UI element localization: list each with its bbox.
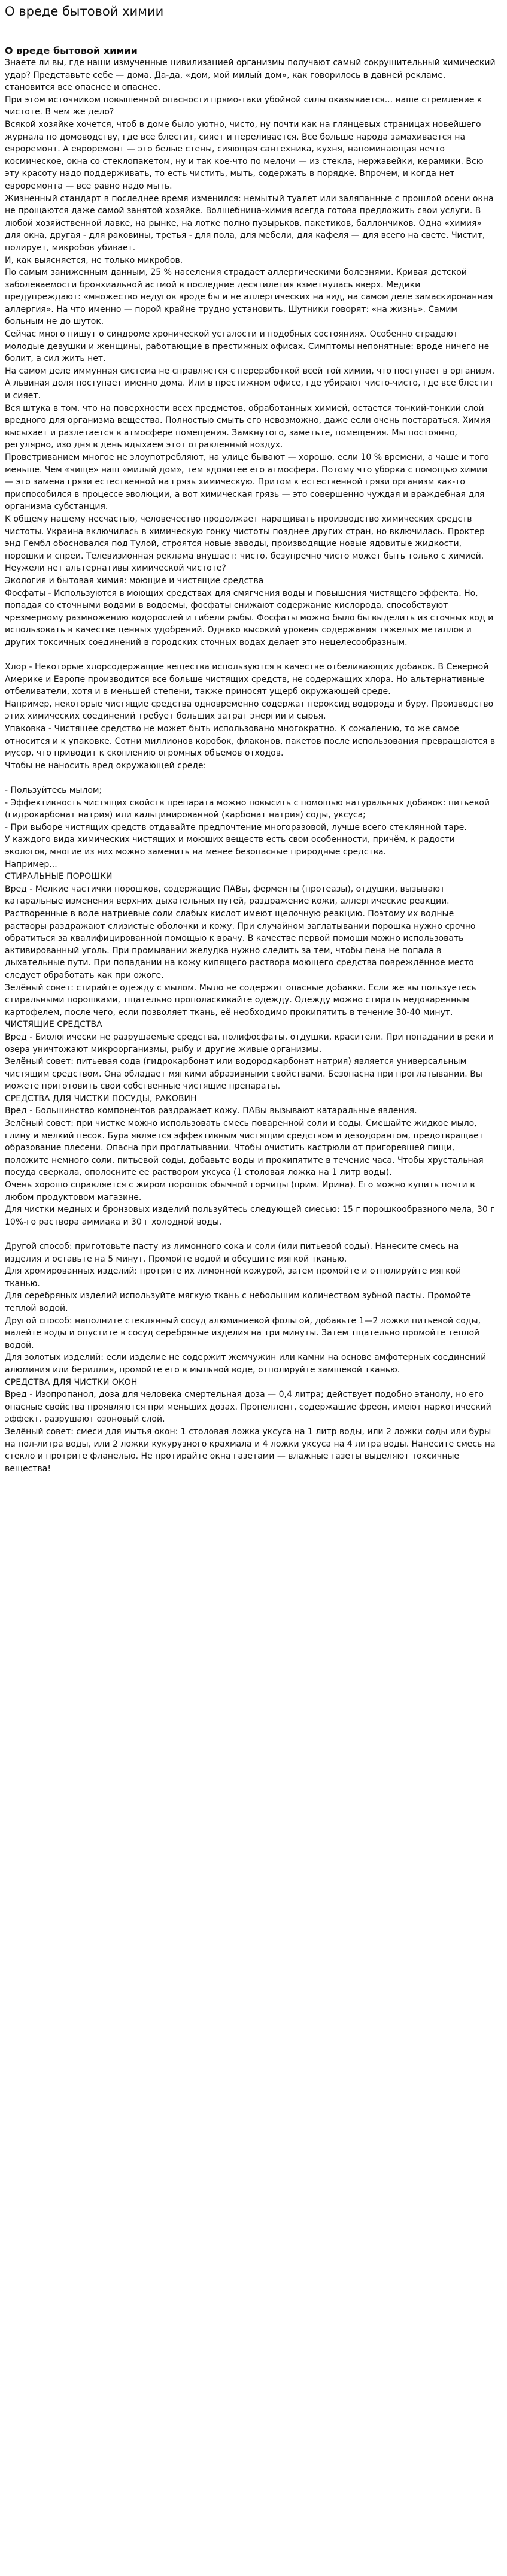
article-heading: О вреде бытовой химии [5, 45, 138, 56]
article-paragraph: На самом деле иммунная система не справляется с переработкой всей той химии, что поступает в организм. А львиная доля поступает именно дома. Или в престижном офисе, где убирают чисто-чисто, где все блестит и сияет. [5, 366, 497, 401]
article-paragraph: И, как выясняется, не только микробов. [5, 255, 183, 265]
article-paragraph: Другой способ: наполните стеклянный сосуд алюминиевой фольгой, добавьте 1—2 ложки питьевой соды, налейте воды и опустите в сосуд серебряные изделия на три минуты. Затем тщательно промойте теплой водой. [5, 1316, 484, 1350]
article-paragraph: Вред - Биологически не разрушаемые средства, полифосфаты, отдушки, красители. При попадании в реки и озера уничтожают микроорганизмы, рыбу и другие живые организмы. [5, 1032, 497, 1054]
article-paragraph: Неужели нет альтернативы химической чистоте? [5, 563, 226, 574]
article-paragraph: Зелёный совет: при чистке можно использовать смесь поваренной соли и соды. Смешайте жидкое мыло, глину и мелкий песок. Бура является эффективным чистящим средством и дезодорантом, предотвращает образование плесени. Опасна при проглатывании. Чтобы очистить кастрюли от пригоревшей пищи, положите немного соли, питьевой соды, добавьте воды и прокипятите в течение часа. Чтобы хрустальная посуда сверкала, ополосните ее раствором уксуса (1 столовая ложка на 1 литр воды). [5, 1119, 487, 1178]
article-paragraph: Проветриванием многое не злоупотребляют, на улице бывают — хорошо, если 10 % времени, а чаще и того меньше. Чем «чище» наш «милый дом», тем ядовитее его атмосфера. Потому что уборка с помощью химии — это замена грязи естественной на грязь химическую. Притом к естественной грязи организм как-то приспособился в процессе эволюции, а вот химическая грязь — это совершенно чуждая и враждебная для организма субстанция. [5, 453, 492, 512]
article-paragraph: СРЕДСТВА ДЛЯ ЧИСТКИ ПОСУДЫ, РАКОВИН [5, 1093, 197, 1104]
article-paragraph: Экология и бытовая химия: моющие и чистящие средства [5, 575, 264, 586]
article-paragraph: - Эффективность чистящих свойств препарата можно повысить с помощью натуральных добавок: питьевой (гидрокарбонат натрия) или кальцинированной (карбонат натрия) соды, уксуса; [5, 798, 493, 820]
article-paragraph: - Пользуйтесь мылом; [5, 786, 102, 796]
article-paragraph: Вред - Мелкие частички порошков, содержащие ПАВы, ферменты (протеазы), отдушки, вызывают катаральные изменения верхних дыхательных путей, раздражение кожи, аллергические реакции. Растворенные в воде натриевые соли слабых кислот имеют щелочную реакцию. Поэтому их водные растворы раздражают слизистые оболочки и кожу. При случайном заглатывании порошка нужно срочно обратиться за квалифицированной помощью к врачу. В качестве первой помощи можно использовать активированный уголь. При промывании желудка нужно следить за тем, чтобы пена не попала в дыхательные пути. При попадании на кожу кипящего раствора моющего средства повреждённое место следует обработать как при ожоге. [5, 884, 478, 980]
article-paragraph: По самым заниженным данным, 25 % населения страдает аллергическими болезнями. Кривая детской заболеваемости бронхиальной астмой в последние десятилетия взметнулась вверх. Медики предупреждают: «множество недугов вроде бы и не аллергических на вид, на самом деле замаскированная аллергия». На что именно — порой крайне трудно установить. Шутники говорят: «на жизнь». Самим больным не до шуток. [5, 268, 496, 327]
article-paragraph: Для золотых изделий: если изделие не содержит жемчужин или камни на основе амфотерных соединений алюминия или бериллия, промойте его в мыльной воде, отполируйте замшевой тканью. [5, 1353, 489, 1375]
article-paragraph: Например, некоторые чистящие средства одновременно содержат пероксид водорода и буру. Производство этих химических соединений требует больших затрат энергии и сырья. [5, 699, 496, 722]
article-paragraph: Жизненный стандарт в последнее время изменился: немытый туалет или заляпанные с прошлой осени окна не прощаются даже самой занятой хозяйке. Волшебница-химия всегда готова предложить свои услуги. В любой хозяйственной лавке, на рынке, на лотке полно пузырьков, пакетиков, баллончиков. Одна «химия» для окна, другая - для раковины, третья - для пола, для мебели, для кафеля — для всего на свете. Чистит, полирует, микробов убивает. [5, 193, 497, 253]
article-paragraph: К общему нашему несчастью, человечество продолжает наращивать производство химических средств чистоты. Украина включилась в химическую гонку чистоты позднее других стран, но включилась. Проктер энд Гембл обосновался под Тулой, строятся новые заводы, производящие новые ядовитые жидкости, порошки и спреи. Телевизионная реклама внушает: чисто, безупречно чисто может быть только с химией. [5, 514, 488, 561]
article-paragraph: СТИРАЛЬНЫЕ ПОРОШКИ [5, 872, 113, 882]
article-paragraph: Вся штука в том, что на поверхности всех предметов, обработанных химией, остается тонкий-тонкий слой вредного для организма вещества. Полностью смыть его невозможно, даже если очень постараться. Химия высыхает и разлетается в атмосфере помещения. Замкнутого, заметьте, помещения. Мы постоянно, регулярно, изо дня в день вдыхаем этот отравленный воздух. [5, 403, 493, 450]
article-paragraph: При этом источником повышенной опасности прямо-таки убойной силы оказывается... наше стремление к чистоте. В чем же дело? [5, 95, 485, 117]
article-paragraph: ЧИСТЯЩИЕ СРЕДСТВА [5, 1020, 102, 1030]
blank-line [5, 1228, 496, 1241]
article-paragraph: Чтобы не наносить вред окружающей среде: [5, 760, 207, 771]
article-paragraph: Зелёный совет: смеси для мытья окон: 1 столовая ложка уксуса на 1 литр воды, или 2 ложки соды или буры на пол-литра воды, или 2 ложки кукурузного крахмала и 4 ложки уксуса на 4 литра воды. Нанесите смесь на стекло и протрите фланелью. Не протирайте окна газетами — влажные газеты выделяют токсичные вещества! [5, 1426, 499, 1474]
page-title: О вреде бытовой химии [5, 4, 164, 19]
article-paragraph: Зелёный совет: питьевая сода (гидрокарбонат или водородкарбонат натрия) является универсальным чистящим средством. Она обладает мягкими абразивными свойствами. Безопасна при проглатывании. Вы можете приготовить свои собственные чистящие препараты. [5, 1057, 485, 1092]
article-paragraph: Всякой хозяйке хочется, чтоб в доме было уютно, чисто, ну почти как на глянцевых страницах новейшего журнала по домоводству, где все блестит, сияет и переливается. Все больше народа замахивается на евроремонт. А евроремонт — это белые стены, сияющая сантехника, кухня, напоминающая нечто космическое, окна со стеклопакетом, ну и так кое-что по мелочи — из стекла, нержавейки, керамики. Всю эту красоту надо поддерживать, то есть чистить, мыть, содержать в порядке. Впрочем, и когда нет евроремонта — все равно надо мыть. [5, 119, 486, 191]
article-paragraph: Вред - Изопропанол, доза для человека смертельная доза — 0,4 литра; действует подобно этанолу, но его опасные свойства проявляются при меньших дозах. Пропеллент, содержащие фреон, имеют наркотический эффект, разрушают озоновый слой. [5, 1390, 494, 1425]
article-paragraph: Другой способ: приготовьте пасту из лимонного сока и соли (или питьевой соды). Нанесите смесь на изделия и оставьте на 5 минут. Промойте водой и обсушите мягкой тканью. [5, 1242, 462, 1264]
article-paragraph: Для хромированных изделий: протрите их лимонной кожурой, затем промойте и отполируйте мягкой тканью. [5, 1266, 464, 1289]
article-body [5, 57, 499, 1475]
article-paragraph: Упаковка - Чистящее средство не может быть использовано многократно. К сожалению, то же самое относится и к упаковке. Сотни миллионов коробок, флаконов, пакетов после использования превращаются в мусор, что приводит к скоплению огромных объемов отходов. [5, 724, 498, 759]
article-paragraph: Очень хорошо справляется с жиром порошок обычной горчицы (прим. Ирина). Его можно купить почти в любом продуктовом магазине. [5, 1180, 478, 1202]
article-paragraph: Зелёный совет: стирайте одежду с мылом. Мыло не содержит опасные добавки. Если же вы пользуетесь стиральными порошками, тщательно прополаскивайте одежду. Одежду можно стирать недоваренным картофелем, после чего, если позволяет ткань, её необходимо прокипятить в течение 30-40 минут. [5, 983, 479, 1017]
article-paragraph: Сейчас много пишут о синдроме хронической усталости и подобных состояниях. Особенно страдают молодые девушки и женщины, работающие в престижных офисах. Симптомы непонятные: вроде ничего не болит, а сил жить нет. [5, 329, 492, 364]
article-paragraph: У каждого вида химических чистящих и моющих веществ есть свои особенности, причём, к радости экологов, многие из них можно заменить на менее безопасные природные средства. [5, 835, 458, 857]
blank-line [5, 649, 496, 662]
article-paragraph: СРЕДСТВА ДЛЯ ЧИСТКИ ОКОН [5, 1377, 138, 1387]
article-paragraph: Хлор - Некоторые хлорсодержащие вещества используются в качестве отбеливающих добавок. В Северной Америке и Европе производится все больше чистящих средств, не содержащих хлора. Но альтернативные отбеливатели, хотя и в меньшей степени, также приносят ущерб окружающей среде. [5, 662, 491, 697]
article-paragraph: Для чистки медных и бронзовых изделий пользуйтесь следующей смесью: 15 г порошкообразного мела, 30 г 10%-го раствора аммиака и 30 г холодной воды. [5, 1205, 498, 1227]
article-paragraph: Вред - Большинство компонентов раздражает кожу. ПАВы вызывают катаральные явления. [5, 1106, 417, 1116]
article-paragraph: Для серебряных изделий используйте мягкую ткань с небольшим количеством зубной пасты. Промойте теплой водой. [5, 1291, 474, 1313]
article-paragraph: Знаете ли вы, где наши измученные цивилизацией организмы получают самый сокрушительный химический удар? Представьте себе — дома. Да-да, «дом, мой милый дом», как говорилось в давней рекламе, становится все опаснее и опаснее. [5, 58, 499, 93]
article-paragraph: Фосфаты - Используются в моющих средствах для смягчения воды и повышения чистящего эффекта. Но, попадая со сточными водами в водоемы, фосфаты снижают содержание кислорода, способствуют чрезмерному размножению водорослей и гибели рыбы. Фосфаты можно было бы выделить из сточных вод и использовать в качестве ценных удобрений. Однако высокий уровень содержания тяжелых металлов и других токсичных соединений в городских сточных водах делает это нецелесообразным. [5, 588, 496, 647]
article-paragraph: Например... [5, 859, 57, 869]
blank-line [5, 772, 496, 784]
article-paragraph: - При выборе чистящих средств отдавайте предпочтение многоразовой, лучше всего стеклянной таре. [5, 822, 467, 832]
